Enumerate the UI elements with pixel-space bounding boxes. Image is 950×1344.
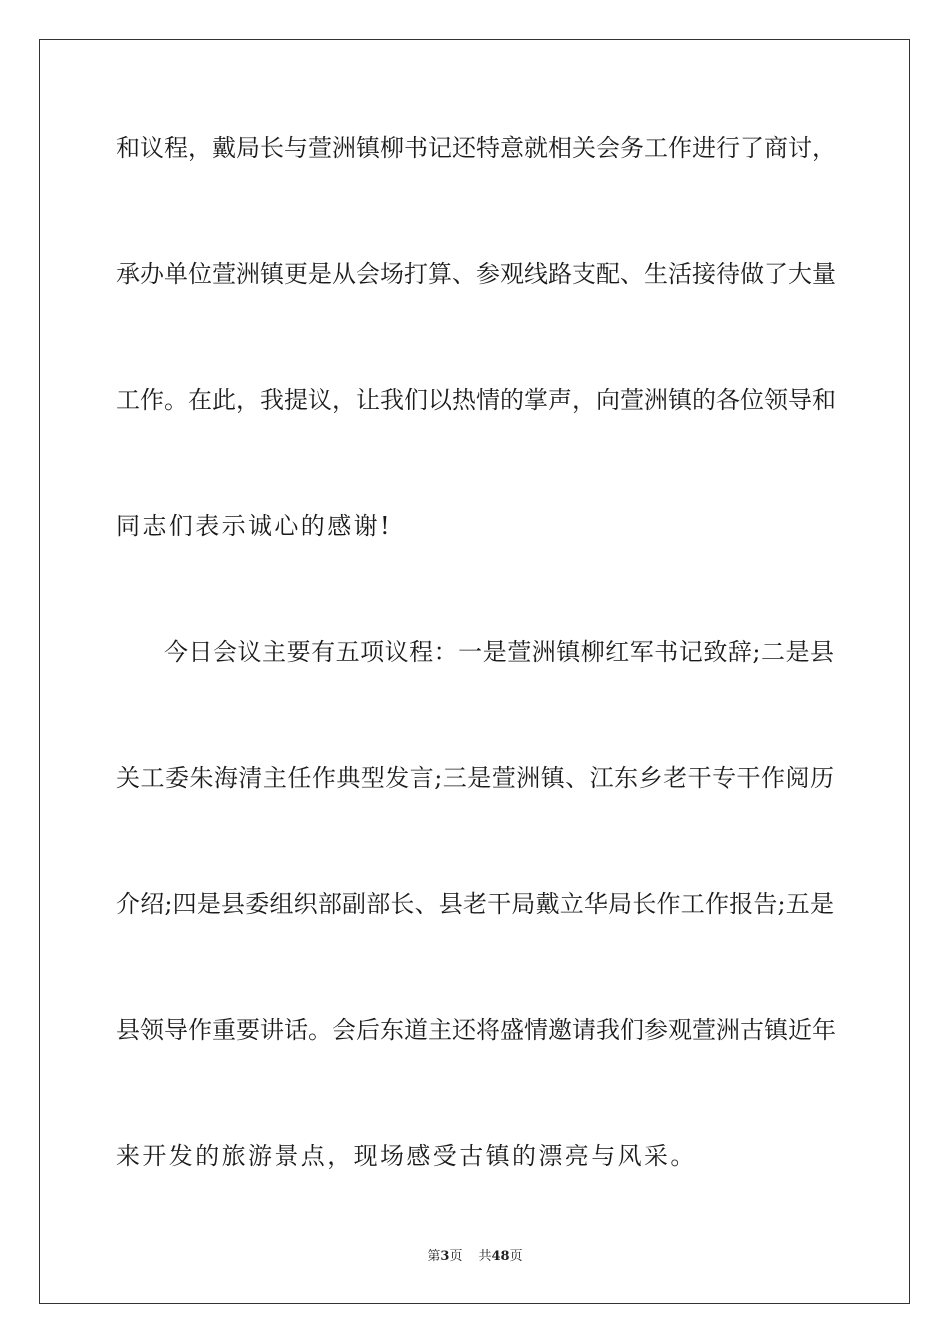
paragraph-line: 关工委朱海清主任作典型发言;三是萱洲镇、江东乡老干专干作阅历 (116, 764, 834, 792)
paragraph-line: 来开发的旅游景点，现场感受古镇的漂亮与风采。 (116, 1142, 697, 1170)
paragraph-line: 工作。在此，我提议，让我们以热情的掌声，向萱洲镇的各位领导和 (116, 386, 836, 414)
page-number: 3 (440, 1249, 450, 1264)
total-label-suffix: 页 (509, 1249, 523, 1264)
paragraph-line: 县领导作重要讲话。会后东道主还将盛情邀请我们参观萱洲古镇近年 (116, 1016, 836, 1044)
paragraph-line: 介绍;四是县委组织部副部长、县老干局戴立华局长作工作报告;五是 (116, 890, 834, 918)
total-label-prefix: 共 (478, 1249, 492, 1264)
total-pages: 48 (491, 1249, 510, 1264)
paragraph-line: 同志们表示诚心的感谢! (116, 512, 393, 540)
page-footer (0, 1248, 950, 1266)
paragraph-line-indented: 今日会议主要有五项议程：一是萱洲镇柳红军书记致辞;二是县 (164, 638, 834, 666)
page-label-suffix: 页 (449, 1249, 463, 1264)
paragraph-line: 承办单位萱洲镇更是从会场打算、参观线路支配、生活接待做了大量 (116, 260, 836, 288)
paragraph-line: 和议程，戴局长与萱洲镇柳书记还特意就相关会务工作进行了商讨， (116, 134, 836, 162)
page-label-prefix: 第 (427, 1249, 441, 1264)
